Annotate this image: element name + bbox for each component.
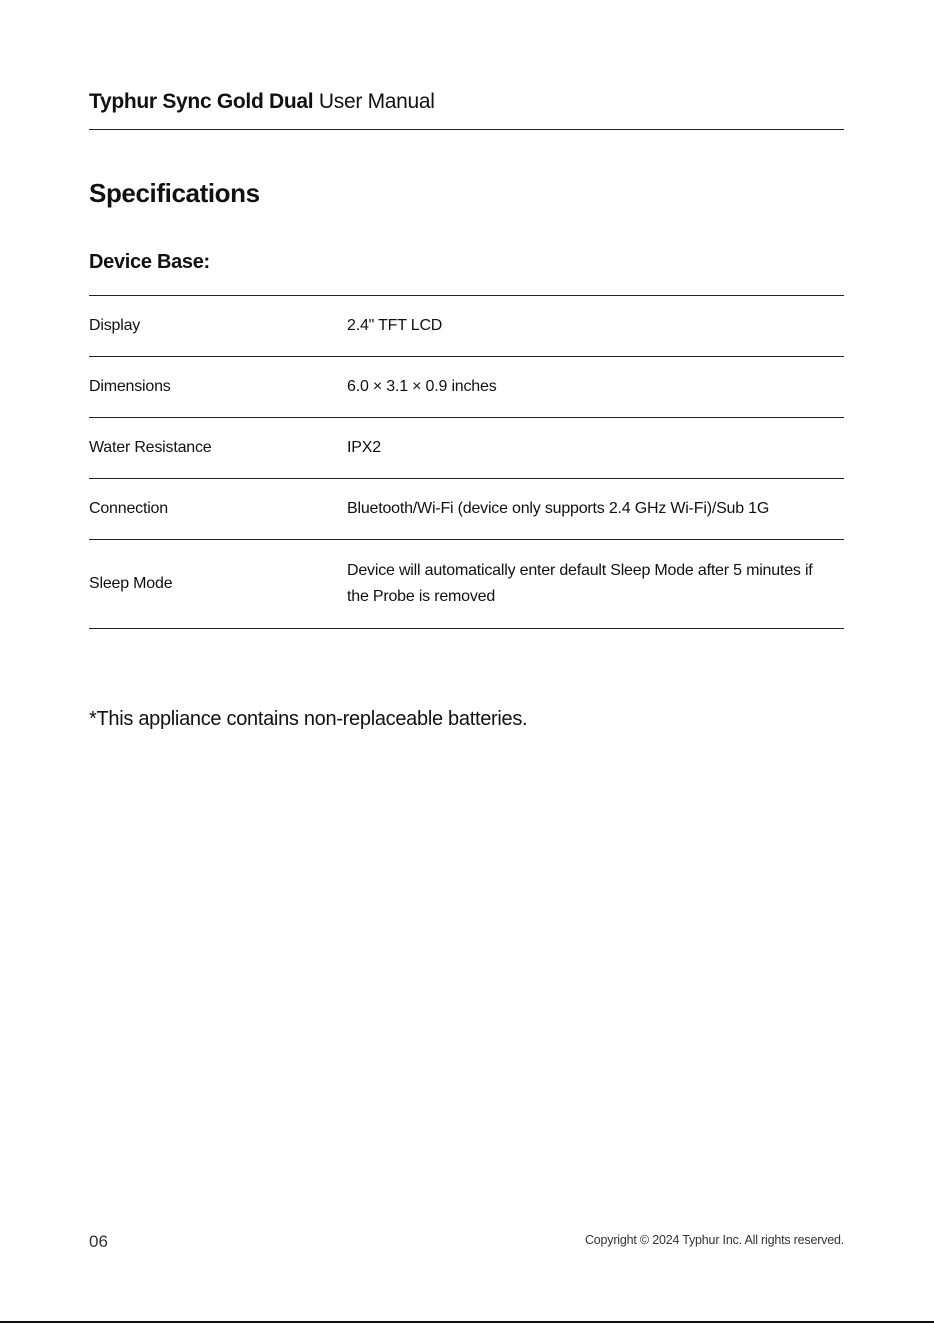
page-header [89,88,844,116]
battery-note: *This appliance contains non-replaceable batteries. [89,708,528,730]
spec-label: Dimensions [89,378,171,395]
spec-value: Bluetooth/Wi-Fi (device only supports 2.4 GHz Wi-Fi)/Sub 1G [347,500,770,517]
spec-value: 2.4" TFT LCD [347,317,443,334]
subsection-title: Device Base: [89,251,210,273]
section-title: Specifications [89,178,260,208]
spec-row-water-resistance [89,418,844,479]
spec-row-connection [89,479,844,540]
copyright-notice: Copyright © 2024 Typhur Inc. All rights reserved. [584,1233,844,1247]
product-name: Typhur Sync Gold Dual [89,90,314,113]
spec-table [89,295,844,629]
spec-row-sleep-mode [89,540,844,629]
spec-label: Water Resistance [89,439,212,456]
spec-value: IPX2 [347,439,381,456]
spec-label: Sleep Mode [89,575,173,592]
spec-row-display [89,296,844,357]
spec-label: Display [89,317,141,334]
spec-value: 6.0 × 3.1 × 0.9 inches [347,378,497,395]
page-number: 06 [89,1232,108,1251]
header-divider [89,129,844,130]
spec-value: Device will automatically enter default Sleep Mode after 5 minutes if the Probe is removed [347,562,813,605]
document-type: User Manual [318,90,435,113]
spec-label: Connection [89,500,168,517]
spec-row-dimensions [89,357,844,418]
